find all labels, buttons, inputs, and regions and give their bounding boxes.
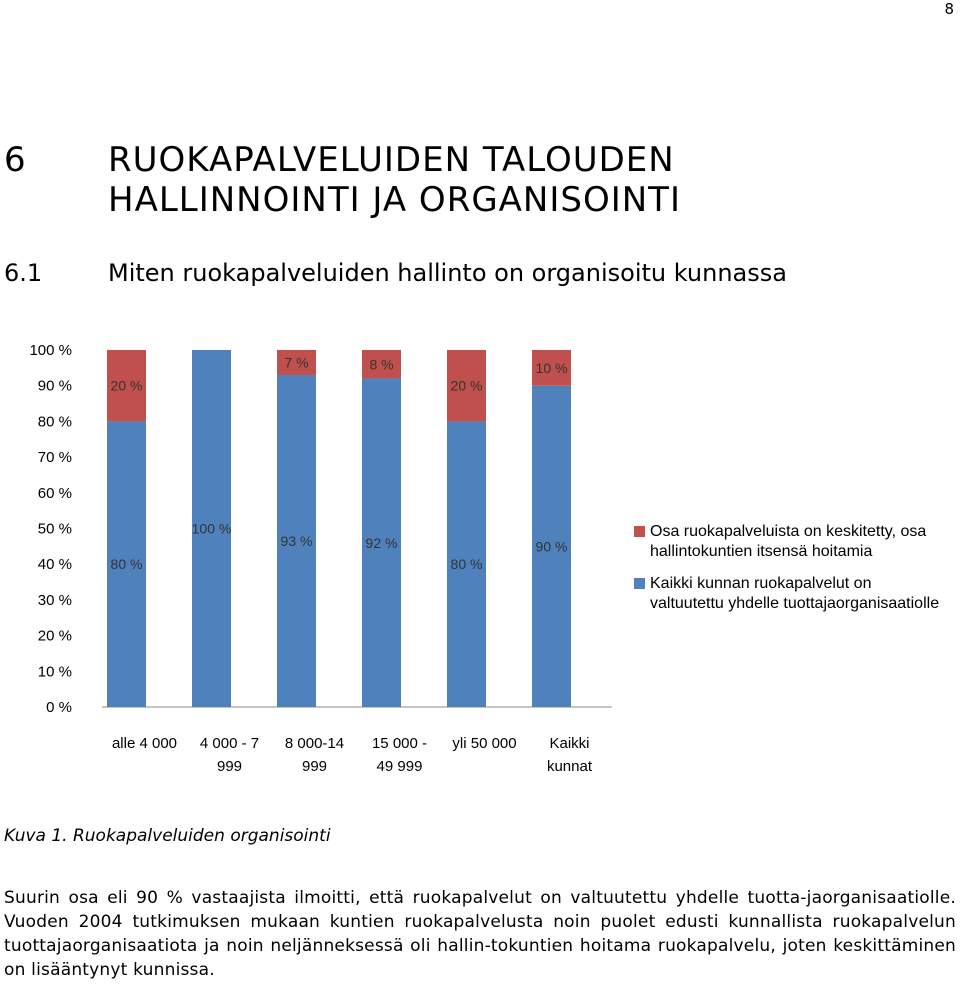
y-tick-label: 70 %: [37, 449, 72, 467]
data-label-blue: 100 %: [191, 520, 232, 537]
category-label: 4 000 - 7: [199, 735, 260, 752]
section-number: 6.1: [4, 259, 43, 287]
category-label: 49 999: [376, 758, 423, 775]
category-label: yli 50 000: [452, 735, 517, 752]
legend-swatch-red: [634, 526, 645, 537]
category-label: alle 4 000: [111, 735, 178, 752]
chapter-title-line-2: HALLINNOINTI JA ORGANISOINTI: [108, 180, 681, 220]
section-title: Miten ruokapalveluiden hallinto on organisoitu kunnassa: [108, 259, 787, 287]
data-label-red: 20 %: [110, 377, 143, 394]
legend-item-single-organisation: [634, 574, 944, 614]
y-tick-label: 60 %: [37, 484, 72, 502]
data-label-red: 10 %: [535, 359, 568, 376]
data-label-red: 8 %: [369, 356, 394, 373]
data-label-blue: 92 %: [365, 534, 398, 551]
chapter-number: 6: [4, 140, 27, 180]
legend-item-partly-centralized: [634, 522, 944, 562]
y-tick-label: 100 %: [29, 342, 72, 359]
category-label: Kaikki: [549, 735, 590, 752]
y-tick-label: 90 %: [37, 377, 72, 395]
legend-label-single-organisation: Kaikki kunnan ruokapalvelut on valtuutettu yhdelle tuottajaorganisaatiolle: [650, 575, 940, 612]
y-tick-label: 50 %: [37, 520, 72, 538]
data-label-red: 7 %: [284, 354, 309, 371]
chapter-title-line-1: RUOKAPALVELUIDEN TALOUDEN: [108, 140, 675, 180]
y-tick-label: 40 %: [37, 556, 72, 574]
category-label: 15 000 -: [371, 735, 428, 752]
y-tick-label: 10 %: [37, 663, 72, 681]
category-label: 999: [301, 758, 328, 775]
page-number: 8: [944, 0, 954, 18]
body-paragraph: Suurin osa eli 90 % vastaajista ilmoitti, että ruokapalvelut on valtuutettu yhdelle tuotta-jaorganisaatiolle. Vuoden 2004 tutkimuksen mukaan kuntien ruokapalvelusta noin puolet edusti kunnallista ruokapalvelun tuottajaorganisaatiota ja noin neljänneksessä oli hallin-tokuntien hoitama ruokapalvelu, joten keskittäminen on lisääntynyt kunnissa.: [4, 888, 956, 980]
legend-label-partly-centralized: Osa ruokapalveluista on keskitetty, osa hallintokuntien itsensä hoitamia: [650, 523, 927, 560]
category-label: kunnat: [546, 758, 593, 775]
category-label: 8 000-14: [284, 735, 345, 752]
figure-caption: Kuva 1. Ruokapalveluiden organisointi: [4, 826, 331, 846]
data-label-blue: 80 %: [450, 556, 483, 573]
data-label-blue: 93 %: [280, 532, 313, 549]
y-tick-label: 30 %: [37, 591, 72, 609]
legend-swatch-blue: [634, 578, 645, 589]
y-tick-label: 80 %: [37, 413, 72, 431]
y-tick-label: 20 %: [37, 627, 72, 645]
data-label-blue: 80 %: [110, 556, 143, 573]
y-tick-label: 0 %: [46, 699, 72, 716]
data-label-blue: 90 %: [535, 538, 568, 555]
data-label-red: 20 %: [450, 377, 483, 394]
stacked-bar-chart: [0, 330, 620, 790]
chart-legend: [634, 522, 944, 626]
category-label: 999: [216, 758, 243, 775]
